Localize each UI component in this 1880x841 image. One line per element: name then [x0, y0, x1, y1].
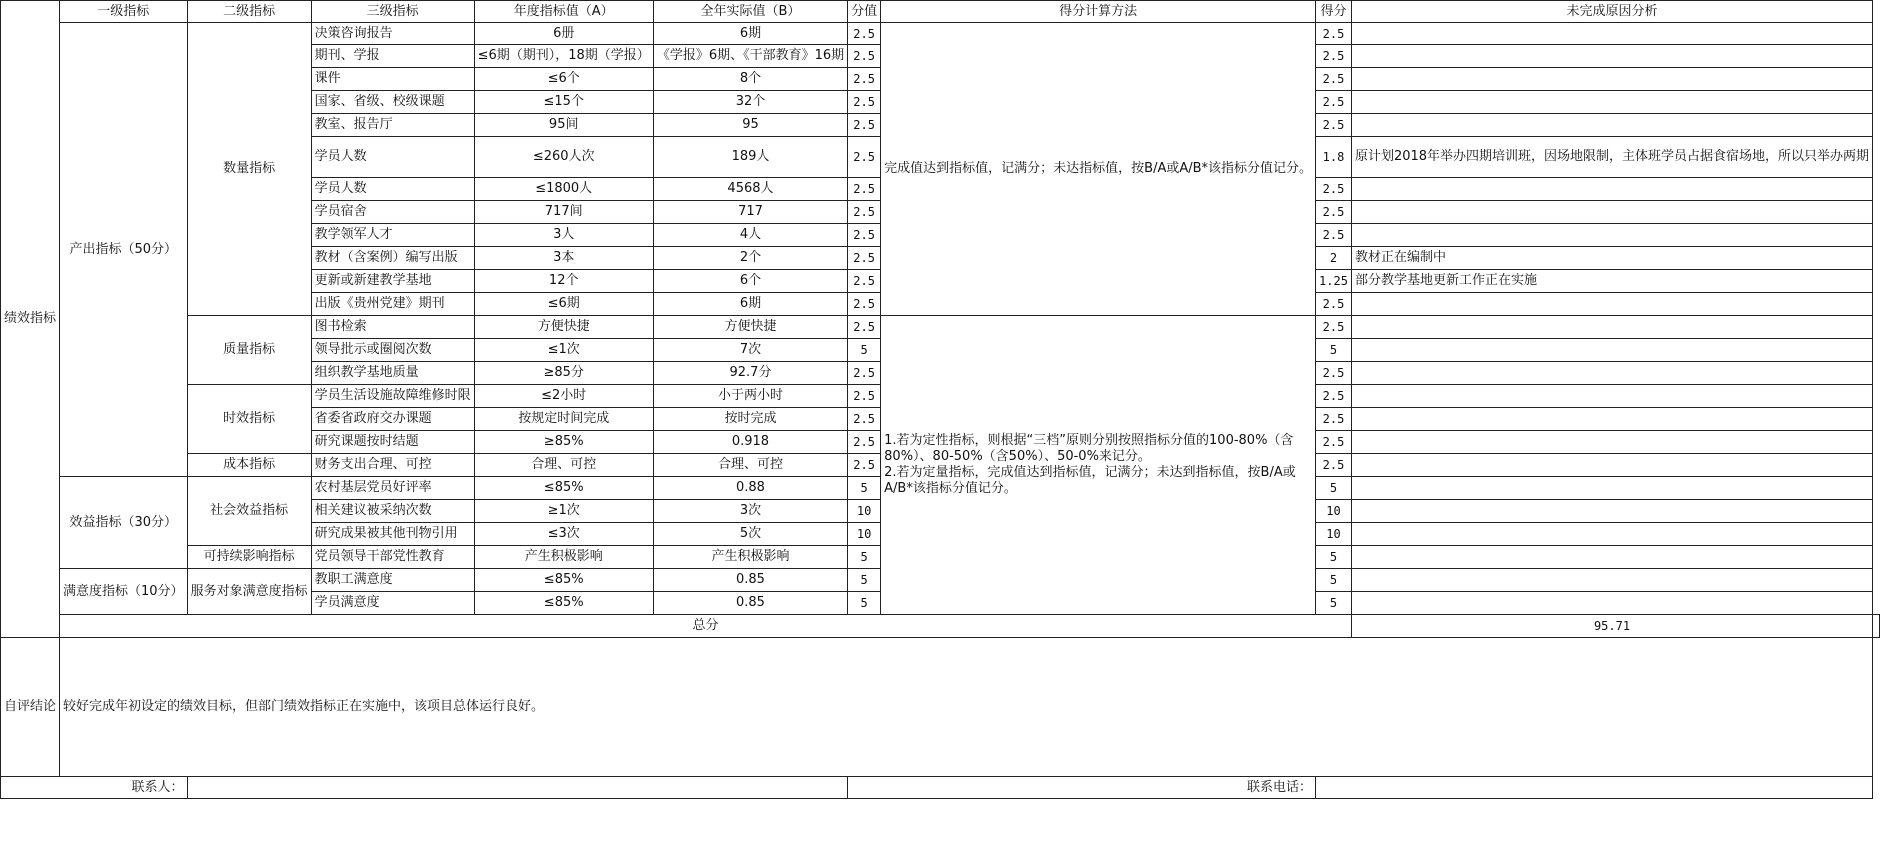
weight-value: 2.5 — [848, 247, 881, 270]
target-value: 12个 — [474, 270, 653, 293]
indicator-name: 教学领军人才 — [311, 224, 474, 247]
indicator-name: 学员人数 — [311, 178, 474, 201]
indicator-name: 学员人数 — [311, 137, 474, 178]
reason-text — [1351, 592, 1872, 615]
actual-value: 4568人 — [653, 178, 847, 201]
indicator-name: 学员生活设施故障维修时限 — [311, 385, 474, 408]
weight-value: 10 — [848, 500, 881, 523]
target-value: 按规定时间完成 — [474, 408, 653, 431]
weight-value: 5 — [848, 477, 881, 500]
weight-value: 2.5 — [848, 201, 881, 224]
actual-value: 2个 — [653, 247, 847, 270]
indicator-name: 研究课题按时结题 — [311, 431, 474, 454]
conclusion-label: 自评结论 — [1, 638, 60, 777]
weight-value: 2.5 — [848, 224, 881, 247]
target-value: ≤6期（期刊），18期（学报） — [474, 45, 653, 68]
contact-row — [1, 777, 1880, 799]
target-value: ≤6个 — [474, 68, 653, 91]
method-qualitative: 1.若为定性指标，则根据“三档”原则分别按照指标分值的100-80%（含80%）、80-50%（含50%）、50-0%来记分。 2.若为定量指标，完成值达到指标值，记满分；未达到指标值，按B/A或A/B*该指标分值记分。 — [881, 316, 1316, 615]
reason-text — [1351, 523, 1872, 546]
method-quantity: 完成值达到指标值，记满分；未达指标值，按B/A或A/B*该指标分值记分。 — [881, 23, 1316, 316]
score-value: 1.8 — [1316, 137, 1352, 178]
level2-service: 服务对象满意度指标 — [187, 569, 311, 615]
actual-value: 0.85 — [653, 592, 847, 615]
target-value: ≤85% — [474, 569, 653, 592]
target-value: ≥85% — [474, 431, 653, 454]
weight-value: 5 — [848, 546, 881, 569]
target-value: ≥1次 — [474, 500, 653, 523]
score-value: 2.5 — [1316, 91, 1352, 114]
indicator-name: 领导批示或圈阅次数 — [311, 339, 474, 362]
weight-value: 10 — [848, 523, 881, 546]
score-value: 2.5 — [1316, 293, 1352, 316]
reason-text — [1351, 45, 1872, 68]
weight-value: 5 — [848, 339, 881, 362]
score-value: 2.5 — [1316, 45, 1352, 68]
indicator-name: 国家、省级、校级课题 — [311, 91, 474, 114]
reason-text — [1351, 91, 1872, 114]
score-value: 10 — [1316, 500, 1352, 523]
header-level1: 一级指标 — [60, 1, 188, 23]
header-method: 得分计算方法 — [881, 1, 1316, 23]
level1-benefit: 效益指标（30分） — [60, 477, 188, 569]
phone-label: 联系电话： — [848, 777, 1316, 799]
indicator-name: 教职工满意度 — [311, 569, 474, 592]
indicator-name: 财务支出合理、可控 — [311, 454, 474, 477]
indicator-name: 决策咨询报告 — [311, 23, 474, 45]
reason-text — [1351, 178, 1872, 201]
header-actual: 全年实际值（B） — [653, 1, 847, 23]
reason-text — [1351, 293, 1872, 316]
level2-sustain: 可持续影响指标 — [187, 546, 311, 569]
reason-text — [1351, 339, 1872, 362]
target-value: 产生积极影响 — [474, 546, 653, 569]
perf-label-cell — [1, 1, 60, 638]
table-row — [1, 316, 1880, 339]
weight-value: 2.5 — [848, 454, 881, 477]
actual-value: 《学报》6期、《干部教育》16期 — [653, 45, 847, 68]
target-value: ≤3次 — [474, 523, 653, 546]
actual-value: 717 — [653, 201, 847, 224]
header-row — [1, 1, 1880, 23]
indicator-name: 出版《贵州党建》期刊 — [311, 293, 474, 316]
score-value: 5 — [1316, 546, 1352, 569]
target-value: 3人 — [474, 224, 653, 247]
reason-text — [1351, 431, 1872, 454]
actual-value: 6期 — [653, 23, 847, 45]
score-value: 2.5 — [1316, 408, 1352, 431]
header-value: 分值 — [848, 1, 881, 23]
level2-cost: 成本指标 — [187, 454, 311, 477]
actual-value: 4人 — [653, 224, 847, 247]
score-value: 5 — [1316, 592, 1352, 615]
score-value: 2.5 — [1316, 114, 1352, 137]
actual-value: 0.88 — [653, 477, 847, 500]
reason-text — [1351, 569, 1872, 592]
score-value: 2.5 — [1316, 201, 1352, 224]
target-value: ≤2小时 — [474, 385, 653, 408]
actual-value: 0.85 — [653, 569, 847, 592]
weight-value: 2.5 — [848, 385, 881, 408]
reason-text — [1351, 224, 1872, 247]
indicator-name: 教室、报告厅 — [311, 114, 474, 137]
weight-value: 2.5 — [848, 293, 881, 316]
reason-text — [1351, 362, 1872, 385]
weight-value: 2.5 — [848, 23, 881, 45]
actual-value: 95 — [653, 114, 847, 137]
total-reason-empty — [1873, 615, 1880, 638]
weight-value: 2.5 — [848, 178, 881, 201]
reason-text — [1351, 23, 1872, 45]
header-level3: 三级指标 — [311, 1, 474, 23]
target-value: ≥85分 — [474, 362, 653, 385]
target-value: 717间 — [474, 201, 653, 224]
indicator-name: 学员宿舍 — [311, 201, 474, 224]
score-value: 2 — [1316, 247, 1352, 270]
score-value: 2.5 — [1316, 178, 1352, 201]
score-value: 2.5 — [1316, 224, 1352, 247]
actual-value: 按时完成 — [653, 408, 847, 431]
actual-value: 6期 — [653, 293, 847, 316]
target-value: ≤15个 — [474, 91, 653, 114]
score-value: 2.5 — [1316, 385, 1352, 408]
level2-timeliness: 时效指标 — [187, 385, 311, 454]
score-value: 2.5 — [1316, 23, 1352, 45]
score-value: 2.5 — [1316, 68, 1352, 91]
reason-text — [1351, 316, 1872, 339]
actual-value: 7次 — [653, 339, 847, 362]
actual-value: 合理、可控 — [653, 454, 847, 477]
weight-value: 2.5 — [848, 45, 881, 68]
conclusion-row — [1, 638, 1880, 777]
weight-value: 2.5 — [848, 362, 881, 385]
reason-text — [1351, 546, 1872, 569]
indicator-name: 相关建议被采纳次数 — [311, 500, 474, 523]
score-value: 5 — [1316, 477, 1352, 500]
indicator-name: 省委省政府交办课题 — [311, 408, 474, 431]
score-value: 2.5 — [1316, 362, 1352, 385]
target-value: ≤260人次 — [474, 137, 653, 178]
actual-value: 0.918 — [653, 431, 847, 454]
indicator-name: 期刊、学报 — [311, 45, 474, 68]
score-value: 2.5 — [1316, 316, 1352, 339]
weight-value: 5 — [848, 569, 881, 592]
indicator-name: 教材（含案例）编写出版 — [311, 247, 474, 270]
indicator-name: 更新或新建教学基地 — [311, 270, 474, 293]
indicator-name: 学员满意度 — [311, 592, 474, 615]
level2-quality: 质量指标 — [187, 316, 311, 385]
actual-value: 92.7分 — [653, 362, 847, 385]
level2-quantity: 数量指标 — [187, 23, 311, 316]
total-label: 总分 — [60, 615, 1352, 638]
phone-value — [1316, 777, 1873, 799]
reason-text — [1351, 408, 1872, 431]
target-value: ≤85% — [474, 592, 653, 615]
indicator-name: 党员领导干部党性教育 — [311, 546, 474, 569]
weight-value: 2.5 — [848, 316, 881, 339]
actual-value: 3次 — [653, 500, 847, 523]
actual-value: 小于两小时 — [653, 385, 847, 408]
total-score: 95.71 — [1351, 615, 1872, 638]
perf-label: 绩效指标 — [4, 311, 57, 326]
weight-value: 2.5 — [848, 408, 881, 431]
reason-text: 部分教学基地更新工作正在实施 — [1351, 270, 1872, 293]
actual-value: 方便快捷 — [653, 316, 847, 339]
weight-value: 2.5 — [848, 91, 881, 114]
reason-text — [1351, 385, 1872, 408]
header-score: 得分 — [1316, 1, 1352, 23]
total-row — [1, 615, 1880, 638]
weight-value: 2.5 — [848, 270, 881, 293]
indicator-name: 组织教学基地质量 — [311, 362, 474, 385]
reason-text — [1351, 68, 1872, 91]
weight-value: 5 — [848, 592, 881, 615]
actual-value: 5次 — [653, 523, 847, 546]
score-value: 5 — [1316, 569, 1352, 592]
level1-satisfaction: 满意度指标（10分） — [60, 569, 188, 615]
reason-text: 教材正在编制中 — [1351, 247, 1872, 270]
reason-text — [1351, 500, 1872, 523]
score-value: 2.5 — [1316, 454, 1352, 477]
actual-value: 产生积极影响 — [653, 546, 847, 569]
target-value: 95间 — [474, 114, 653, 137]
score-value: 2.5 — [1316, 431, 1352, 454]
level2-social: 社会效益指标 — [187, 477, 311, 546]
header-target: 年度指标值（A） — [474, 1, 653, 23]
actual-value: 8个 — [653, 68, 847, 91]
contact-label: 联系人： — [1, 777, 188, 799]
weight-value: 2.5 — [848, 114, 881, 137]
conclusion-text: 较好完成年初设定的绩效目标，但部门绩效指标正在实施中，该项目总体运行良好。 — [60, 638, 1873, 777]
weight-value: 2.5 — [848, 137, 881, 178]
header-reason: 未完成原因分析 — [1351, 1, 1872, 23]
target-value: ≤1800人 — [474, 178, 653, 201]
header-level2: 二级指标 — [187, 1, 311, 23]
weight-value: 2.5 — [848, 431, 881, 454]
reason-text — [1351, 201, 1872, 224]
weight-value: 2.5 — [848, 68, 881, 91]
target-value: 3本 — [474, 247, 653, 270]
target-value: ≤6期 — [474, 293, 653, 316]
actual-value: 32个 — [653, 91, 847, 114]
contact-value — [187, 777, 848, 799]
reason-text — [1351, 454, 1872, 477]
score-value: 5 — [1316, 339, 1352, 362]
indicator-name: 农村基层党员好评率 — [311, 477, 474, 500]
target-value: 合理、可控 — [474, 454, 653, 477]
reason-text: 原计划2018年举办四期培训班，因场地限制，主体班学员占据食宿场地，所以只举办两期 — [1351, 137, 1872, 178]
indicator-name: 研究成果被其他刊物引用 — [311, 523, 474, 546]
actual-value: 6个 — [653, 270, 847, 293]
score-value: 1.25 — [1316, 270, 1352, 293]
target-value: 方便快捷 — [474, 316, 653, 339]
level1-output: 产出指标（50分） — [60, 23, 188, 477]
actual-value: 189人 — [653, 137, 847, 178]
table-row — [1, 23, 1880, 45]
indicator-name: 课件 — [311, 68, 474, 91]
indicator-name: 图书检索 — [311, 316, 474, 339]
target-value: 6册 — [474, 23, 653, 45]
reason-text — [1351, 114, 1872, 137]
reason-text — [1351, 477, 1872, 500]
target-value: ≤1次 — [474, 339, 653, 362]
score-value: 10 — [1316, 523, 1352, 546]
target-value: ≤85% — [474, 477, 653, 500]
